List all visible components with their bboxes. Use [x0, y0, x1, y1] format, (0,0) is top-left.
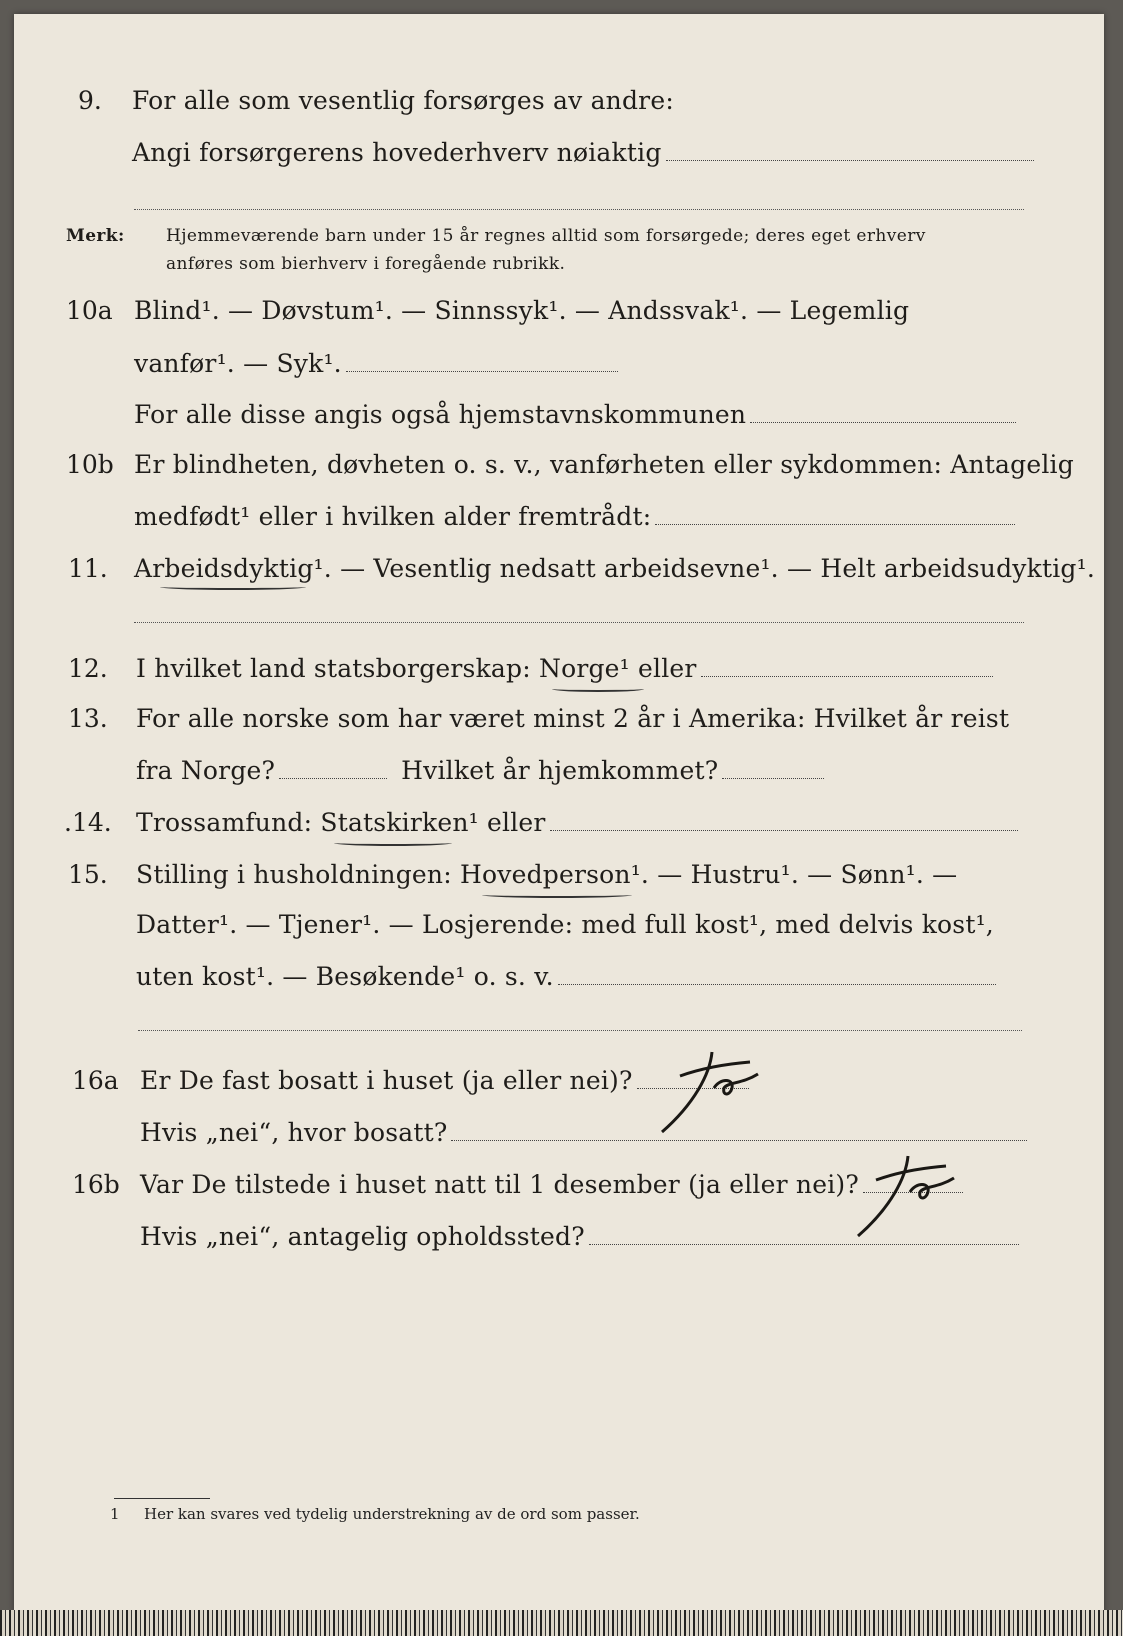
q9-line1: For alle som vesentlig forsørges av andre:: [132, 86, 674, 115]
q10a-line2-text: vanfør¹. — Syk¹.: [134, 349, 342, 378]
q11-number: 11.: [68, 554, 108, 583]
merk-label: Merk:: [66, 226, 125, 246]
q13-number: 13.: [68, 704, 108, 733]
q16a-line2: [140, 1118, 1027, 1147]
q10b-number: 10b: [66, 450, 114, 479]
q10b-answer-field[interactable]: [655, 524, 1015, 525]
q13-line1: For alle norske som har været minst 2 år i Amerika: Hvilket år reist: [136, 704, 1010, 733]
scan-edge-strip: [0, 1610, 1123, 1636]
q14-line1: [136, 808, 1018, 837]
q9-number: 9.: [78, 86, 102, 115]
q15-line3: [136, 962, 996, 991]
q14-answer-field[interactable]: [550, 830, 1018, 831]
q15-answer-field[interactable]: [558, 984, 996, 985]
merk-line2: anføres som bierhverv i foregående rubrikk.: [166, 254, 566, 274]
q10b-line1: Er blindheten, døvheten o. s. v., vanførheten eller sykdommen: Antagelig: [134, 450, 1074, 479]
q13-line2: [136, 756, 824, 785]
q9-line2: [132, 138, 1034, 167]
q10a-line1: Blind¹. — Døvstum¹. — Sinnssyk¹. — Andssvak¹. — Legemlig: [134, 296, 910, 325]
q13-year-left-field[interactable]: [279, 778, 387, 779]
merk-line1: Hjemmeværende barn under 15 år regnes alltid som forsørgede; deres eget erhverv: [166, 226, 926, 246]
q11-handwritten-underline: [160, 584, 306, 590]
q16a-number: 16a: [72, 1066, 119, 1095]
q9-extra-answer-line[interactable]: [134, 209, 1024, 210]
q10a-line2: [134, 349, 618, 378]
q12-line1-text: I hvilket land statsborgerskap: Norge¹ eller: [136, 654, 697, 683]
q13-line2a-text: fra Norge?: [136, 756, 276, 785]
q10b-line2: [134, 502, 1015, 531]
q16a-line2-text: Hvis „nei“, hvor bosatt?: [140, 1118, 448, 1147]
q16a-where-field[interactable]: [451, 1140, 1027, 1141]
q16b-line1: [140, 1170, 963, 1199]
footnote-divider: [114, 1498, 210, 1499]
q12-line1: [136, 654, 993, 683]
q15-line2: Datter¹. — Tjener¹. — Losjerende: med full kost¹, med delvis kost¹,: [136, 910, 994, 939]
q10b-line2-text: medfødt¹ eller i hvilken alder fremtrådt:: [134, 502, 652, 531]
footnote-mark: 1: [110, 1505, 120, 1523]
census-form-page: [14, 14, 1104, 1614]
q10a-number: 10a: [66, 296, 113, 325]
q9-line2-text: Angi forsørgerens hovederhverv nøiaktig: [132, 138, 662, 167]
q15-line3-text: uten kost¹. — Besøkende¹ o. s. v.: [136, 962, 554, 991]
q16a-line1-text: Er De fast bosatt i huset (ja eller nei)?: [140, 1066, 633, 1095]
q16b-line2: [140, 1222, 1019, 1251]
q12-number: 12.: [68, 654, 108, 683]
q14-handwritten-underline: [334, 840, 452, 846]
q15-line1: Stilling i husholdningen: Hovedperson¹. — Hustru¹. — Sønn¹. —: [136, 860, 958, 889]
q10a-line3: [134, 400, 1016, 429]
q10a-hometown-field[interactable]: [750, 422, 1016, 423]
q16b-number: 16b: [72, 1170, 120, 1199]
q11-extra-answer-line[interactable]: [134, 622, 1024, 623]
q15-number: 15.: [68, 860, 108, 889]
q12-answer-field[interactable]: [701, 676, 993, 677]
q10a-line3-text: For alle disse angis også hjemstavnskommunen: [134, 400, 747, 429]
q14-number: .14.: [64, 808, 112, 837]
q14-line1-text: Trossamfund: Statskirken¹ eller: [136, 808, 546, 837]
footnote-text: Her kan svares ved tydelig understrekning av de ord som passer.: [144, 1505, 640, 1523]
q13-line2b-text: Hvilket år hjemkommet?: [401, 756, 719, 785]
q16b-whereabouts-field[interactable]: [589, 1244, 1019, 1245]
q11-line1: Arbeidsdyktig¹. — Vesentlig nedsatt arbeidsevne¹. — Helt arbeidsudyktig¹.: [134, 554, 1095, 583]
q12-handwritten-underline: [552, 686, 644, 692]
q10a-answer-field[interactable]: [346, 371, 618, 372]
q15-handwritten-underline: [482, 892, 632, 898]
q13-year-returned-field[interactable]: [722, 778, 824, 779]
q9-answer-field[interactable]: [666, 160, 1034, 161]
q15-extra-answer-line[interactable]: [138, 1030, 1022, 1031]
q16b-line2-text: Hvis „nei“, antagelig opholdssted?: [140, 1222, 585, 1251]
q16b-line1-text: Var De tilstede i huset natt til 1 desember (ja eller nei)?: [140, 1170, 859, 1199]
